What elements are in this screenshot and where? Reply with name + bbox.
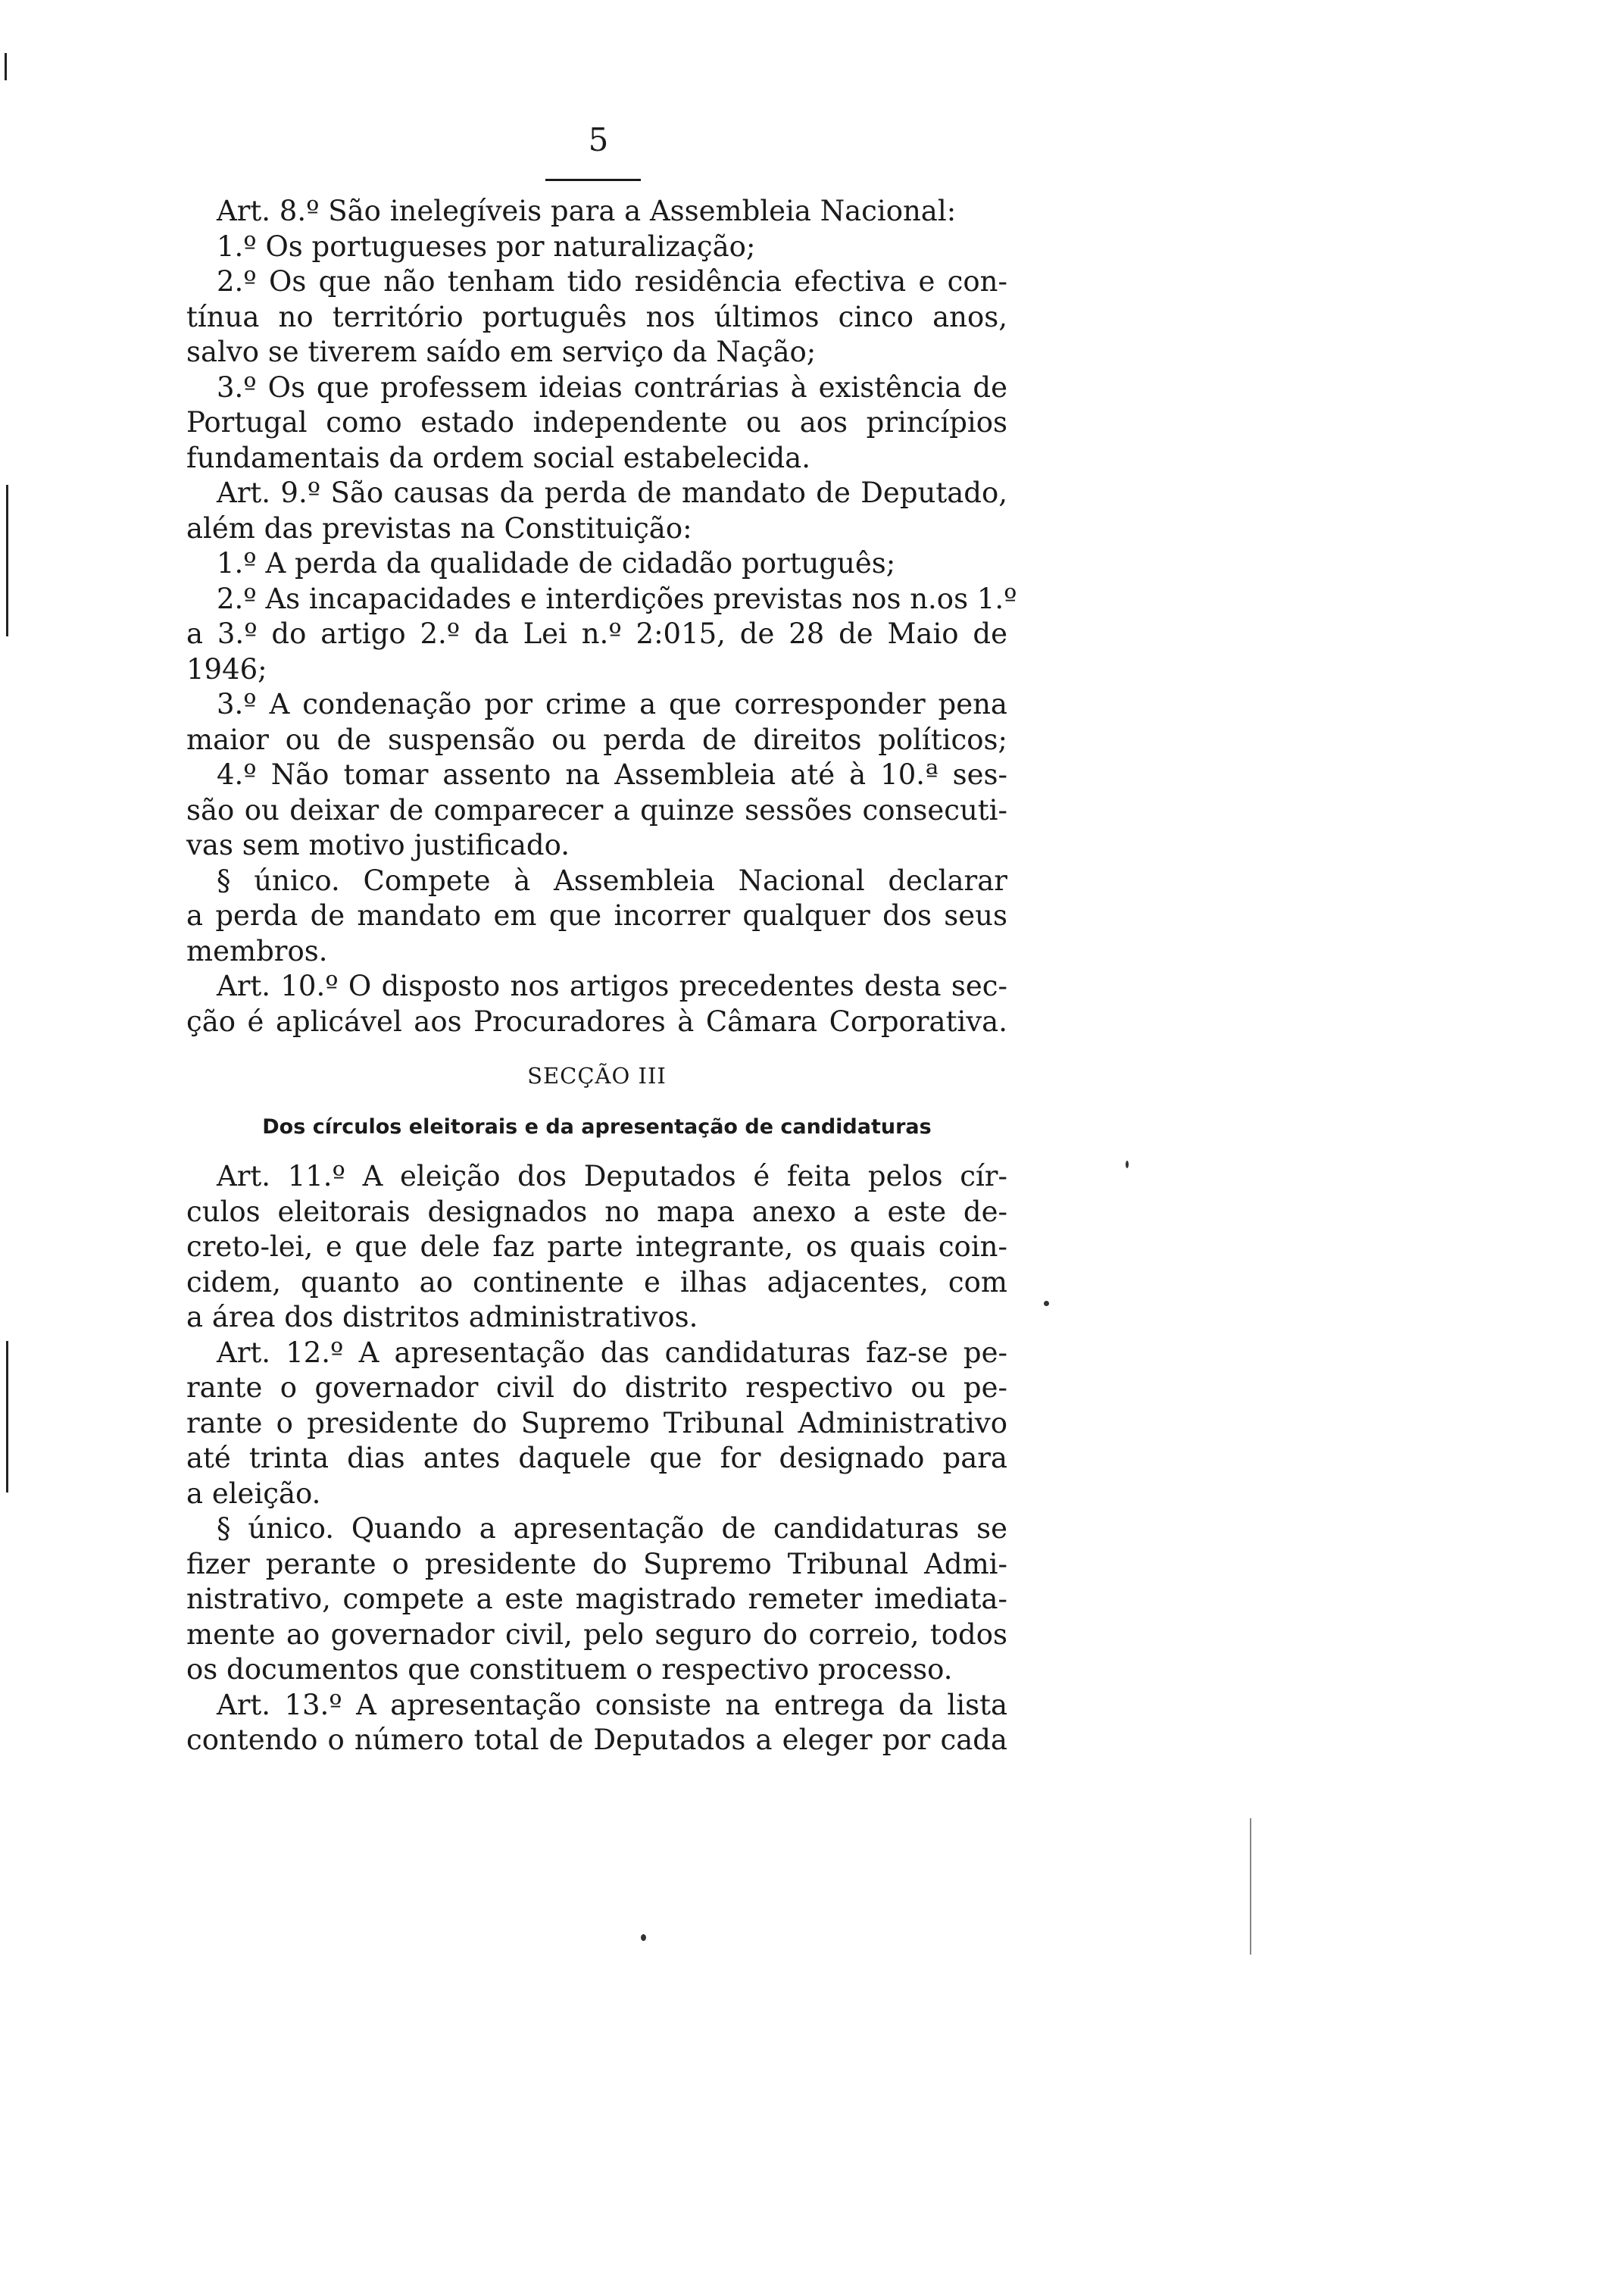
text-line: membros.	[186, 934, 328, 967]
text-line: 3.º Os que professem ideias contrárias à existência de	[217, 370, 1007, 404]
text-line: Art. 11.º A eleição dos Deputados é feita pelos cír-	[217, 1160, 1007, 1192]
text-line: maior ou de suspensão ou perda de direitos políticos;	[186, 723, 1007, 756]
text-line: Art. 12.º A apresentação das candidaturas faz-se pe-	[217, 1336, 1007, 1369]
text-line: § único. Quando a apresentação de candidaturas se	[217, 1512, 1007, 1545]
text-line: 2.º Os que não tenham tido residência efectiva e con-	[217, 265, 1007, 298]
text-line: Art. 9.º São causas da perda de mandato de Deputado,	[217, 477, 1007, 509]
text-line: cidem, quanto ao continente e ilhas adjacentes, com	[186, 1265, 1007, 1299]
text-line: além das previstas na Constituição:	[186, 511, 692, 545]
speck	[1126, 1161, 1129, 1168]
articles-8-to-10	[186, 194, 1017, 1039]
text-line: a perda de mandato em que incorrer qualquer dos seus	[186, 899, 1007, 932]
text-line: fundamentais da ordem social estabelecida.	[186, 441, 810, 474]
text-line: tínua no território português nos últimos cinco anos,	[186, 300, 1007, 333]
text-line: Art. 10.º O disposto nos artigos precedentes desta sec-	[217, 970, 1007, 1002]
text-line: 1.º A perda da qualidade de cidadão português;	[217, 547, 896, 580]
speck	[641, 1934, 646, 1941]
text-line: salvo se tiverem saído em serviço da Nação;	[186, 336, 817, 368]
text-line: fizer perante o presidente do Supremo Tribunal Admi-	[186, 1547, 1007, 1580]
speck	[1044, 1301, 1049, 1306]
section-subheading: Dos círculos eleitorais e da apresentação de candidaturas	[262, 1115, 932, 1139]
section-heading: SECÇÃO III	[527, 1063, 667, 1089]
text-line: Art. 8.º São inelegíveis para a Assembleia Nacional:	[217, 195, 957, 227]
margin-mark	[6, 1341, 8, 1492]
text-line: vas sem motivo justificado.	[186, 829, 570, 861]
margin-mark	[5, 53, 7, 80]
text-line: 2.º As incapacidades e interdições previstas nos n.os 1.º	[217, 582, 1017, 615]
text-line: nistrativo, compete a este magistrado remeter imediata-	[186, 1583, 1007, 1615]
text-line: creto-lei, e que dele faz parte integrante, os quais coin-	[186, 1230, 1007, 1263]
text-line: 4.º Não tomar assento na Assembleia até à 10.ª ses-	[217, 758, 1007, 791]
text-line: mente ao governador civil, pelo seguro do correio, todos	[186, 1617, 1007, 1651]
text-line: até trinta dias antes daquele que for designado para	[186, 1442, 1007, 1474]
page-number: 5	[588, 121, 609, 158]
margin-mark	[1250, 1818, 1251, 1955]
text-line: a eleição.	[186, 1477, 321, 1510]
margin-mark	[6, 485, 8, 636]
text-line: culos eleitorais designados no mapa anexo a este de-	[186, 1195, 1007, 1228]
articles-11-to-13	[186, 1159, 1007, 1758]
text-line: a área dos distritos administrativos.	[186, 1301, 698, 1333]
text-line: rante o governador civil do distrito respectivo ou pe-	[186, 1371, 1007, 1404]
text-line: Art. 13.º A apresentação consiste na entrega da lista	[217, 1688, 1007, 1721]
text-line: rante o presidente do Supremo Tribunal Administrativo	[186, 1406, 1007, 1439]
text-line: ção é aplicável aos Procuradores à Câmara Corporativa.	[186, 1005, 1007, 1038]
text-line: contendo o número total de Deputados a eleger por cada	[186, 1724, 1007, 1756]
text-line: Portugal como estado independente ou aos princípios	[186, 406, 1007, 439]
text-line: a 3.º do artigo 2.º da Lei n.º 2:015, de 28 de Maio de	[186, 617, 1007, 650]
text-line: os documentos que constituem o respectivo processo.	[186, 1653, 953, 1686]
text-line: 1946;	[186, 652, 267, 686]
text-line: 3.º A condenação por crime a que corresponder pena	[217, 688, 1007, 720]
text-line: § único. Compete à Assembleia Nacional declarar	[217, 864, 1007, 897]
text-line: são ou deixar de comparecer a quinze sessões consecuti-	[186, 793, 1007, 827]
text-line: 1.º Os portugueses por naturalização;	[217, 230, 756, 263]
page-number-rule	[545, 179, 641, 181]
